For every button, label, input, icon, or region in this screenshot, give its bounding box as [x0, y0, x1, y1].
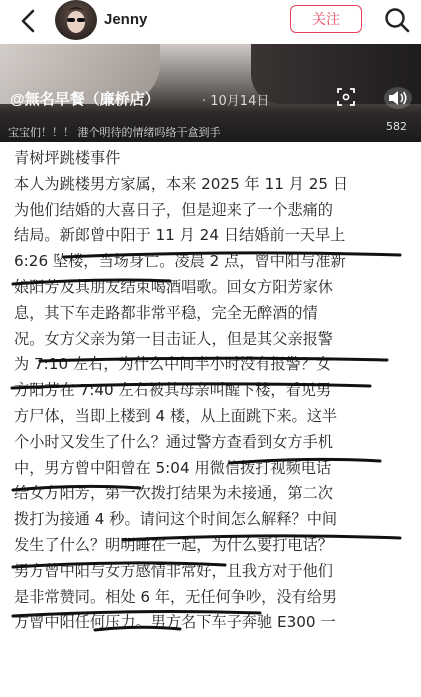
view-count: 582	[386, 120, 407, 133]
post-article	[14, 146, 414, 636]
avatar-image-icon	[55, 0, 97, 40]
search-icon[interactable]	[383, 6, 411, 34]
location-tag[interactable]: @無名早餐（廉桥店）	[10, 91, 160, 108]
article-title: 青树坪跳楼事件	[14, 149, 121, 167]
article-body: 本人为跳楼男方家属，本来 2025 年 11 月 25 日 为他们结婚的大喜日子，但是迎来了一个悲痛的 结局。新郎曾中阳于 11 月 24 日结婚前一天早上 6:26 坠楼，当场身亡。凌晨 2 点，曾中阳与准新 娘阳芳及其朋友结束喝酒唱歌。回女方阳芳家休 息，其下车走路都非常平稳，完全无醉酒的情 况。女方父亲为第一目击证人，但是其父亲报警 为 7:10 左右，为什么中间半小时没有报警？女 方阳芳在 7:40 左右被其母亲叫醒下楼，看见男 方尸体，当即上楼到 4 楼，从上面跳下来。这半 个小时又发生了什么？通过警方查看到女方手机 中，男方曾中阳曾在 5:04 用微信拨打视频电话 给女方阳芳，第一次拨打结果为未接通，第二次 拨打为接通 4 秒。请问这个时间怎么解释？中间 发生了什么？明明睡在一起，为什么要打电话？ 男方曾中阳与女方感情非常好，且我方对于他们 是非常赞同。相处 6 年，无任何争吵，没有给男 方曾中阳任何压力。男方名下车子奔驰 E300 一	[14, 174, 349, 632]
follow-button[interactable]: 关注	[290, 5, 362, 33]
video-caption: 宝宝们！！！ 港个明待的情绪吗络干盒到手	[8, 126, 221, 139]
video-player[interactable]	[0, 44, 421, 142]
volume-icon[interactable]	[383, 86, 413, 110]
username[interactable]: Jenny	[104, 11, 148, 28]
screen-capture-icon[interactable]	[336, 87, 356, 107]
avatar[interactable]	[55, 0, 97, 40]
back-arrow-icon[interactable]	[18, 8, 40, 34]
post-date: · 10月14日	[202, 94, 270, 109]
top-bar	[0, 0, 421, 44]
